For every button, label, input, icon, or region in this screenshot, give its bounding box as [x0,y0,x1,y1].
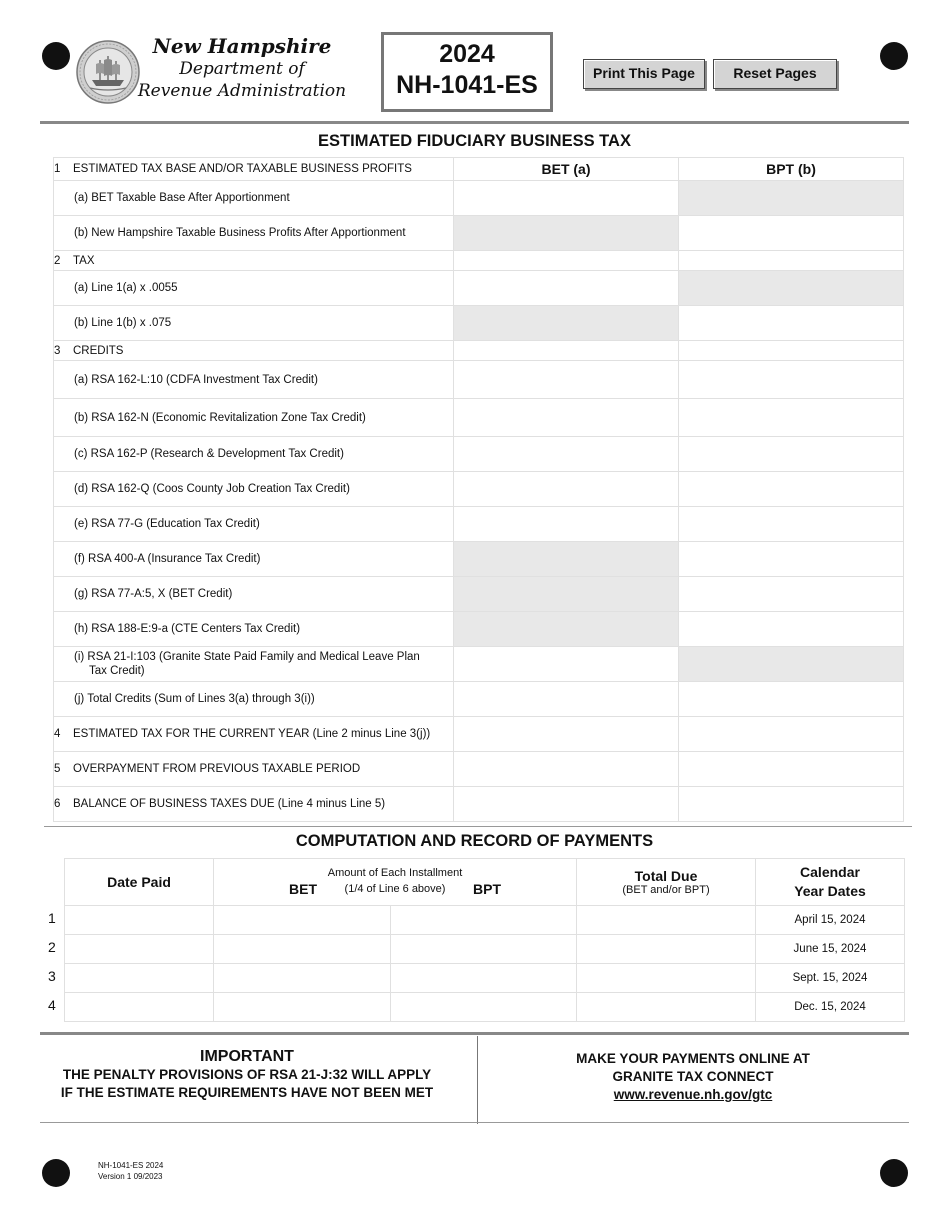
bet-amount-input[interactable] [214,935,391,964]
line-3e-bet-input[interactable] [454,507,679,542]
total-due-sub: (BET and/or BPT) [622,884,710,896]
date-paid-input[interactable] [65,935,214,964]
table-row [54,437,904,472]
line-text: (h) RSA 188-E:9-a (CTE Centers Tax Credit) [74,623,301,635]
shaded-cell [454,542,679,577]
table-row [54,507,904,542]
state-name: New Hampshire [152,34,332,58]
department-line-2: Revenue Administration [137,81,347,101]
line-number: 5 [54,763,61,775]
line-3d-bpt-input[interactable] [679,472,904,507]
shaded-cell [454,216,679,251]
total-due-input[interactable] [577,993,756,1022]
shaded-cell [454,577,679,612]
calendar-date: Sept. 15, 2024 [756,964,905,993]
line-text: BALANCE OF BUSINESS TAXES DUE (Line 4 minus Line 5) [73,798,386,810]
column-header-calendar [756,859,905,906]
line-label [54,341,454,361]
registration-mark-bottom-left [42,1159,70,1187]
line-3c-bpt-input[interactable] [679,437,904,472]
line-2b-bpt-input[interactable] [679,306,904,341]
payment-row-number: 4 [48,997,56,1013]
table-row [54,787,904,822]
line-number: 3 [54,344,61,357]
total-due-input[interactable] [577,935,756,964]
bet-amount-input[interactable] [214,906,391,935]
table-row [54,399,904,437]
line-1b-bpt-input[interactable] [679,216,904,251]
line-4-bpt-input[interactable] [679,717,904,752]
shaded-cell [454,306,679,341]
version-text: Version 1 09/2023 [98,1172,163,1181]
calendar-line-2: Year Dates [794,883,866,899]
empty-cell [679,341,904,361]
bpt-amount-input[interactable] [391,935,577,964]
line-3j-bet-input[interactable] [454,682,679,717]
line-label [54,158,454,181]
table-row [54,577,904,612]
line-label [54,507,454,542]
bpt-amount-input[interactable] [391,993,577,1022]
form-id-box [381,32,553,112]
table-row [54,647,904,682]
line-5-bpt-input[interactable] [679,752,904,787]
line-6-bet-input[interactable] [454,787,679,822]
section-divider [44,826,912,827]
shaded-cell [679,647,904,682]
bet-amount-input[interactable] [214,964,391,993]
form-year: 2024 [439,40,495,68]
line-text: OVERPAYMENT FROM PREVIOUS TAXABLE PERIOD [73,763,361,775]
gtc-link[interactable]: www.revenue.nh.gov/gtc [613,1087,773,1102]
total-due-label: Total Due [634,868,698,884]
line-6-bpt-input[interactable] [679,787,904,822]
line-text: (j) Total Credits (Sum of Lines 3(a) through 3(i)) [74,693,315,705]
empty-cell [679,251,904,271]
line-3i-bet-input[interactable] [454,647,679,682]
line-text: TAX [73,254,95,267]
column-header-bet: BET (a) [454,158,679,181]
line-text: (b) Line 1(b) x .075 [74,317,172,329]
agency-name-block [132,34,352,102]
table-row [65,993,905,1022]
table-row [65,935,905,964]
empty-cell [454,341,679,361]
line-text: ESTIMATED TAX BASE AND/OR TAXABLE BUSINESS PROFITS [73,163,412,175]
payment-row-number: 2 [48,939,56,955]
line-text: CREDITS [73,344,124,357]
column-header-date-paid [65,859,214,906]
amount-subheader [214,881,576,897]
line-label [54,181,454,216]
table-row [54,612,904,647]
penalty-line-2: IF THE ESTIMATE REQUIREMENTS HAVE NOT BEEN MET [60,1085,434,1100]
line-3b-bet-input[interactable] [454,399,679,437]
calendar-date: June 15, 2024 [756,935,905,964]
line-label [54,787,454,822]
payments-table [64,858,905,1022]
line-text: (a) BET Taxable Base After Apportionment [74,192,290,204]
table-row [54,181,904,216]
section1-title: ESTIMATED FIDUCIARY BUSINESS TAX [318,132,631,150]
table-row [54,682,904,717]
calendar-date: Dec. 15, 2024 [756,993,905,1022]
registration-mark-top-left [42,42,70,70]
line-3a-bet-input[interactable] [454,361,679,399]
shaded-cell [679,271,904,306]
line-4-bet-input[interactable] [454,717,679,752]
line-3a-bpt-input[interactable] [679,361,904,399]
line-label [54,271,454,306]
line-number: 4 [54,728,61,740]
line-label [54,251,454,271]
amount-subtitle: (1/4 of Line 6 above) [344,883,446,895]
estimated-tax-table [53,157,904,822]
amount-title: Amount of Each Installment [327,867,463,879]
line-label [54,361,454,399]
table-row [54,752,904,787]
online-payment-notice [478,1050,908,1104]
table-row [54,472,904,507]
penalty-line-1: THE PENALTY PROVISIONS OF RSA 21-J:32 WILL APPLY [62,1067,432,1082]
registration-mark-top-right [880,42,908,70]
line-2a-bet-input[interactable] [454,271,679,306]
line-text-continued: Tax Credit) [89,665,145,677]
line-label [54,216,454,251]
line-text: (d) RSA 162-Q (Coos County Job Creation Tax Credit) [74,483,350,495]
line-1a-bet-input[interactable] [454,181,679,216]
line-label [54,306,454,341]
column-header-total-due [577,859,756,906]
amount-bpt-label: BPT [473,881,501,897]
footer-top-rule [40,1032,909,1035]
line-label [54,647,454,682]
table-row [54,341,904,361]
date-paid-label: Date Paid [107,874,171,890]
line-label [54,472,454,507]
line-number: 6 [54,798,61,810]
table-row [54,158,904,181]
line-3d-bet-input[interactable] [454,472,679,507]
footer-bottom-rule [40,1122,909,1123]
print-page-button[interactable]: Print This Page [583,59,705,89]
line-text: (c) RSA 162-P (Research & Development Tax Credit) [74,448,344,460]
line-3b-bpt-input[interactable] [679,399,904,437]
reset-pages-button[interactable]: Reset Pages [713,59,837,89]
table-row [54,361,904,399]
column-header-amount [214,859,577,906]
line-3f-bpt-input[interactable] [679,542,904,577]
header-divider [40,121,909,124]
line-5-bet-input[interactable] [454,752,679,787]
shaded-cell [679,181,904,216]
line-number: 2 [54,254,61,267]
line-text: (a) RSA 162-L:10 (CDFA Investment Tax Credit) [74,373,318,386]
table-row [54,717,904,752]
line-3c-bet-input[interactable] [454,437,679,472]
line-text: (g) RSA 77-A:5, X (BET Credit) [74,588,233,600]
line-text: (b) New Hampshire Taxable Business Profits After Apportionment [74,227,406,239]
payment-row-number: 1 [48,910,56,926]
table-row [54,271,904,306]
important-heading: IMPORTANT [200,1048,294,1065]
total-due-input[interactable] [577,906,756,935]
bet-amount-input[interactable] [214,993,391,1022]
line-3g-bpt-input[interactable] [679,577,904,612]
table-row [54,306,904,341]
line-3e-bpt-input[interactable] [679,507,904,542]
line-text: (e) RSA 77-G (Education Tax Credit) [74,518,260,530]
registration-mark-bottom-right [880,1159,908,1187]
calendar-date: April 15, 2024 [756,906,905,935]
line-3h-bpt-input[interactable] [679,612,904,647]
line-label [54,542,454,577]
line-text: (b) RSA 162-N (Economic Revitalization Zone Tax Credit) [74,411,366,424]
version-info [98,1160,163,1182]
column-header-bpt: BPT (b) [679,158,904,181]
date-paid-input[interactable] [65,993,214,1022]
table-row [54,251,904,271]
line-label [54,717,454,752]
calendar-line-1: Calendar [800,864,860,880]
online-line-1: MAKE YOUR PAYMENTS ONLINE AT [576,1051,810,1066]
line-label [54,577,454,612]
payment-row-number: 3 [48,968,56,984]
line-text: (i) RSA 21-I:103 (Granite State Paid Family and Medical Leave Plan [74,651,420,663]
bpt-amount-input[interactable] [391,906,577,935]
table-row [54,542,904,577]
section2-title: COMPUTATION AND RECORD OF PAYMENTS [295,832,654,850]
empty-cell [454,251,679,271]
state-seal-icon [76,40,140,104]
total-due-input[interactable] [577,964,756,993]
line-label [54,437,454,472]
department-line-1: Department of [179,59,305,79]
line-label [54,682,454,717]
line-text: (f) RSA 400-A (Insurance Tax Credit) [74,553,261,565]
table-row [65,964,905,993]
penalty-notice [40,1048,454,1102]
date-paid-input[interactable] [65,964,214,993]
amount-bet-label: BET [289,881,317,897]
shaded-cell [454,612,679,647]
line-label [54,752,454,787]
line-3j-bpt-input[interactable] [679,682,904,717]
online-line-2: GRANITE TAX CONNECT [612,1069,774,1084]
date-paid-input[interactable] [65,906,214,935]
form-number: NH-1041-ES [396,71,538,99]
line-text: (a) Line 1(a) x .0055 [74,282,178,294]
table-header-row [65,859,905,906]
bpt-amount-input[interactable] [391,964,577,993]
table-row [65,906,905,935]
line-label [54,612,454,647]
line-number: 1 [54,163,61,175]
line-label [54,399,454,437]
line-text: ESTIMATED TAX FOR THE CURRENT YEAR (Line 2 minus Line 3(j)) [73,728,431,740]
table-row [54,216,904,251]
form-id-footer: NH-1041-ES 2024 [98,1161,164,1170]
